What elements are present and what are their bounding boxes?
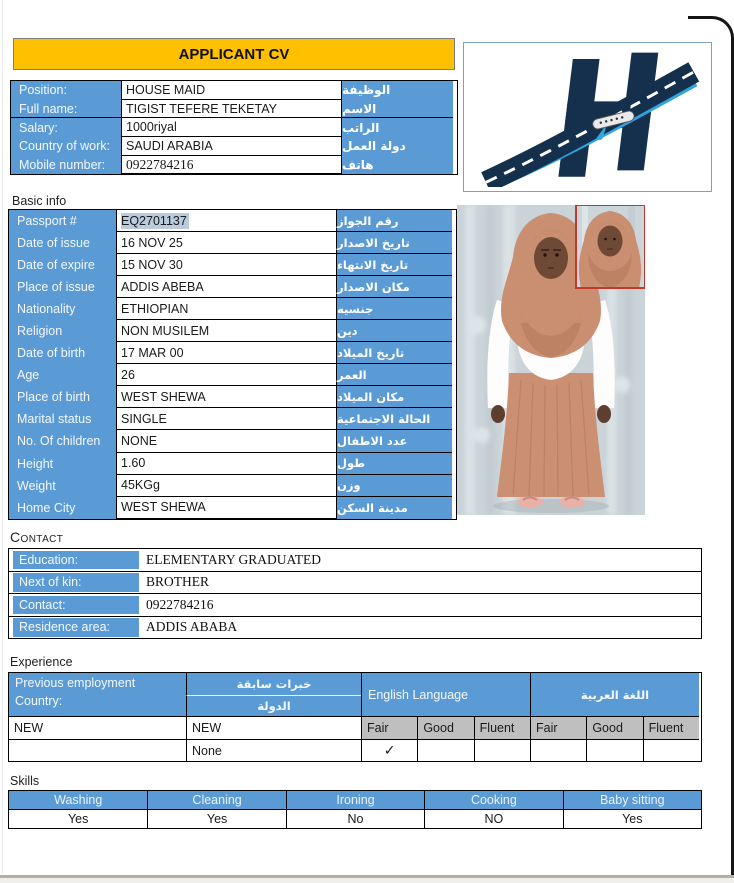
row-value: ELEMENTARY GRADUATED: [146, 551, 322, 567]
row-label: Date of birth: [9, 342, 116, 364]
row-arabic-label: مدينة السكن: [337, 497, 452, 519]
applicant-headshot: [576, 205, 645, 288]
row-value: 16 NOV 25: [116, 232, 337, 254]
row-arabic-label: العمر: [337, 364, 452, 386]
row-arabic-label: مكان الاصدار: [337, 276, 452, 298]
row-arabic-label: دين: [337, 320, 452, 342]
empty-cell: [530, 739, 586, 761]
row-label: Home City: [9, 497, 116, 519]
skill-header: Baby sitting: [563, 791, 701, 810]
row-label: Full name:: [11, 100, 121, 119]
row-label: Passport #: [9, 210, 116, 232]
contact-title: Contact: [10, 529, 64, 545]
english-fair-header: Fair: [361, 716, 417, 739]
skill-value: NO: [424, 810, 562, 829]
row-label: Salary:: [11, 118, 121, 137]
skill-header: Ironing: [286, 791, 424, 810]
previous-experience-arabic-header: خبرات سابقة: [186, 673, 361, 695]
basic-info-title: Basic info: [12, 194, 67, 208]
previous-employment-header: Previous employment Country:: [9, 673, 186, 716]
country-none-value: None: [186, 739, 361, 761]
english-good-header: Good: [417, 716, 473, 739]
row-value: WEST SHEWA: [116, 497, 337, 519]
row-label: Marital status: [9, 408, 116, 430]
row-value: ADDIS ABABA: [146, 619, 238, 635]
row-label: Date of expire: [9, 254, 116, 276]
row-arabic-label: تاريخ الاصدار: [337, 232, 452, 254]
applicant-photo: [457, 205, 645, 515]
row-arabic-label: الراتب: [342, 118, 453, 137]
contact-row: [9, 617, 701, 639]
skill-value: Yes: [147, 810, 285, 829]
row-label: No. Of children: [9, 430, 116, 452]
empty-cell: [417, 739, 473, 761]
contact-row: [9, 594, 701, 617]
row-value: 0922784216: [146, 596, 214, 612]
row-label: Height: [9, 453, 116, 475]
row-label: Nationality: [9, 298, 116, 320]
skill-header: Washing: [9, 791, 147, 810]
skill-value: Yes: [9, 810, 147, 829]
row-value: 17 MAR 00: [116, 342, 337, 364]
row-value: 1.60: [116, 453, 337, 475]
country-arabic-header: الدولة: [186, 695, 361, 716]
skill-value: No: [286, 810, 424, 829]
row-label: Weight: [9, 475, 116, 497]
english-language-header: English Language: [361, 673, 530, 716]
empty-cell: [586, 739, 642, 761]
row-arabic-label: دولة العمل: [342, 137, 453, 156]
row-label: Education:: [13, 551, 139, 570]
skill-value: Yes: [563, 810, 701, 829]
row-arabic-label: الوظيفة: [342, 81, 453, 100]
contact-row: [9, 572, 701, 595]
basic-info-table: [8, 209, 457, 520]
arabic-fluent-header: Fluent: [643, 716, 699, 739]
row-value: 45KGg: [116, 475, 337, 497]
row-label: Place of issue: [9, 276, 116, 298]
row-label: Next of kin:: [13, 573, 139, 592]
row-arabic-label: مكان الميلاد: [337, 386, 452, 408]
empty-cell: [474, 739, 530, 761]
english-fair-checkmark: ✓: [361, 739, 417, 761]
skill-header: Cleaning: [147, 791, 285, 810]
title-banner: [13, 38, 455, 70]
row-arabic-label: الحالة الاجتماعية: [337, 408, 452, 430]
passport-number: EQ2701137: [121, 213, 187, 228]
page-title: APPLICANT CV: [178, 45, 290, 63]
row-arabic-label: هاتف: [342, 156, 453, 175]
contact-table: [8, 548, 702, 639]
empty-cell: [643, 739, 699, 761]
employment-value: NEW: [9, 716, 186, 739]
row-arabic-label: وزن: [337, 475, 452, 497]
page-left-border: [2, 0, 3, 874]
english-fluent-header: Fluent: [474, 716, 530, 739]
row-value: 15 NOV 30: [116, 254, 337, 276]
row-arabic-label: عدد الاطفال: [337, 430, 452, 452]
header-info-table: [10, 80, 458, 175]
row-label: Country of work:: [11, 137, 121, 156]
arabic-fair-header: Fair: [530, 716, 586, 739]
arabic-language-header: اللغة العربية: [530, 673, 699, 716]
row-value: ADDIS ABEBA: [116, 276, 337, 298]
row-arabic-label: تاريخ الانتهاء: [337, 254, 452, 276]
row-value: 1000riyal: [121, 118, 342, 137]
row-value: BROTHER: [146, 574, 210, 590]
row-arabic-label: جنسيه: [337, 298, 452, 320]
experience-title: Experience: [10, 655, 73, 669]
contact-row: [9, 549, 701, 572]
row-arabic-label: تاريخ الميلاد: [337, 342, 452, 364]
row-value: WEST SHEWA: [116, 386, 337, 408]
row-label: Mobile number:: [11, 156, 121, 175]
skill-header: Cooking: [424, 791, 562, 810]
row-value: NON MUSILEM: [116, 320, 337, 342]
row-label: Date of issue: [9, 232, 116, 254]
row-value: 26: [116, 364, 337, 386]
h-road-plane-logo: [473, 47, 703, 187]
row-label: Age: [9, 364, 116, 386]
agency-logo-box: [463, 42, 712, 192]
row-label: Contact:: [13, 596, 139, 615]
page-bottom-margin: [0, 878, 734, 883]
experience-table: [8, 672, 702, 762]
row-value: [116, 210, 337, 232]
row-label: Place of birth: [9, 386, 116, 408]
skills-table: [8, 790, 702, 829]
row-value: ETHIOPIAN: [116, 298, 337, 320]
row-value: SINGLE: [116, 408, 337, 430]
skills-title: Skills: [10, 774, 40, 788]
row-label: Residence area:: [13, 618, 139, 637]
row-arabic-label: الاسم: [342, 100, 453, 119]
row-label: Religion: [9, 320, 116, 342]
row-value: NONE: [116, 430, 337, 452]
arabic-good-header: Good: [586, 716, 642, 739]
row-value: 0922784216: [121, 156, 342, 175]
row-value: HOUSE MAID: [121, 81, 342, 100]
empty-cell: [9, 739, 186, 761]
row-value: SAUDI ARABIA: [121, 137, 342, 156]
row-value: TIGIST TEFERE TEKETAY: [121, 100, 342, 119]
row-label: Position:: [11, 81, 121, 100]
country-value: NEW: [186, 716, 361, 739]
row-arabic-label: رقم الجواز: [337, 210, 452, 232]
row-arabic-label: طول: [337, 453, 452, 475]
